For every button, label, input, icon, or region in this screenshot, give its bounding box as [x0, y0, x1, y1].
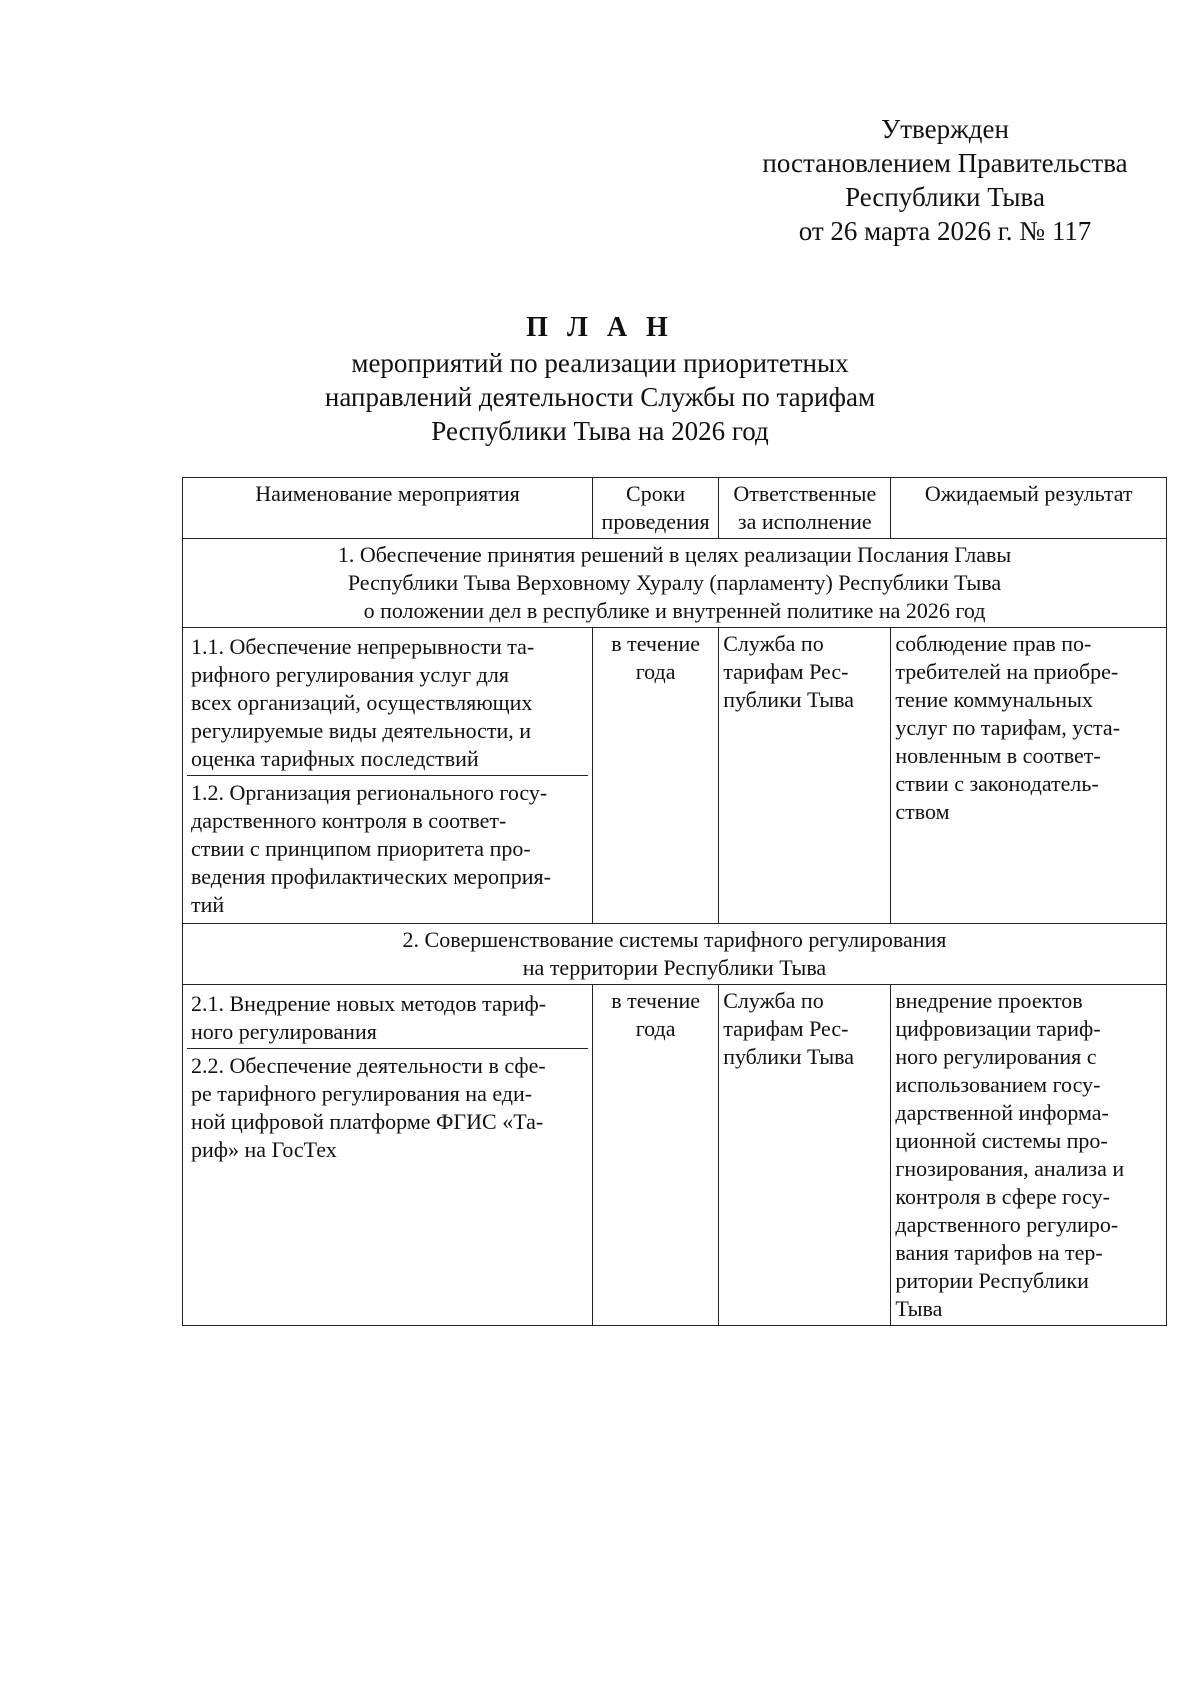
deadline-text-line: года	[635, 659, 676, 684]
activity-text-line: оценка тарифных последствий	[191, 746, 479, 771]
result-text-line: ционной системы про-	[895, 1128, 1108, 1153]
activity-item	[187, 987, 588, 1048]
activities-cell	[183, 985, 593, 1326]
result-text-line: новленным в соответ-	[895, 743, 1101, 768]
deadline-cell	[593, 985, 719, 1326]
result-text-line: вания тарифов на тер-	[895, 1240, 1103, 1265]
activity-text	[191, 633, 584, 773]
header-result: Ожидаемый результат	[891, 478, 1167, 539]
deadline-text-line: в течение	[611, 988, 701, 1013]
activity-text-line: ведения профилактических мероприя-	[191, 864, 551, 889]
activity-item	[187, 1048, 588, 1166]
activity-text-line: риф» на ГосТех	[191, 1137, 337, 1162]
document-title-block	[300, 310, 900, 448]
result-text-line: соблюдение прав по-	[895, 631, 1092, 656]
responsible-cell	[719, 628, 891, 924]
result-text-line: ного регулирования с	[895, 1044, 1097, 1069]
activity-text-line: 1.2. Организация регионального госу-	[191, 780, 548, 805]
responsible-text-line: публики Тыва	[723, 687, 855, 712]
activity-text-line: всех организаций, осуществляющих	[191, 690, 533, 715]
activity-text-line: 1.1. Обеспечение непрерывности та-	[191, 634, 535, 659]
responsible-text-line: Служба по	[723, 631, 824, 656]
result-text-line: ством	[895, 799, 950, 824]
activity-item	[187, 630, 588, 775]
activity-text-line: ствии с принципом приоритета про-	[191, 836, 531, 861]
table-row	[183, 628, 1167, 924]
deadline-text-line: года	[635, 1016, 676, 1041]
result-text-line: услуг по тарифам, уста-	[895, 715, 1121, 740]
activity-text	[191, 1052, 584, 1164]
approval-line: Утвержден	[881, 114, 1009, 144]
result-cell	[891, 628, 1167, 924]
approval-date-line: от 26 марта 2026 г. № 117	[798, 216, 1092, 246]
result-cell	[891, 985, 1167, 1326]
section-row	[183, 924, 1167, 985]
activity-text-line: регулируемые виды деятельности, и	[191, 718, 532, 743]
header-responsible: Ответственные за исполнение	[719, 478, 891, 539]
result-text-line: использованием госу-	[895, 1072, 1101, 1097]
activity-item	[187, 775, 588, 921]
activity-text-line: рифного регулирования услуг для	[191, 662, 509, 687]
result-text-line: дарственной информа-	[895, 1100, 1109, 1125]
responsible-text-line: тарифам Рес-	[723, 659, 849, 684]
subtitle-line: направлений деятельности Службы по тарифам	[324, 382, 876, 412]
activity-text	[191, 990, 584, 1046]
plan-table	[182, 477, 1167, 1326]
result-text-line: требителей на приобре-	[895, 659, 1119, 684]
activity-text-line: ного регулирования	[191, 1019, 377, 1044]
activity-text-line: ной цифровой платформе ФГИС «Та-	[191, 1109, 544, 1134]
document-title: П Л А Н	[526, 312, 674, 343]
responsible-text-line: тарифам Рес-	[723, 1016, 849, 1041]
activity-text-line: 2.1. Внедрение новых методов тариф-	[191, 991, 547, 1016]
result-text-line: ствии с законодатель-	[895, 771, 1099, 796]
approval-line: Республики Тыва	[845, 182, 1045, 212]
result-text	[895, 630, 1162, 826]
header-time: Сроки проведения	[593, 478, 719, 539]
subtitle-line: мероприятий по реализации приоритетных	[351, 348, 849, 378]
activity-text-line: 2.2. Обеспечение деятельности в сфе-	[191, 1053, 546, 1078]
section-title-line: 1. Обеспечение принятия решений в целях реализации Послания Главы	[337, 542, 1012, 567]
section-title-line: Республики Тыва Верховному Хуралу (парламенту) Республики Тыва	[347, 570, 1002, 595]
activity-text-line: дарственного контроля в соответ-	[191, 808, 507, 833]
responsible-text	[723, 987, 886, 1071]
deadline-text	[597, 987, 714, 1043]
deadline-cell	[593, 628, 719, 924]
activity-text-line: ре тарифного регулирования на еди-	[191, 1081, 533, 1106]
header-name: Наименование мероприятия	[183, 478, 593, 539]
responsible-cell	[719, 985, 891, 1326]
responsible-text	[723, 630, 886, 714]
section-title-line: о положении дел в республике и внутренней политике на 2026 год	[363, 598, 986, 623]
approval-line: постановлением Правительства	[762, 148, 1128, 178]
table-row	[183, 985, 1167, 1326]
section-row	[183, 539, 1167, 628]
result-text-line: Тыва	[895, 1296, 943, 1321]
result-text-line: цифровизации тариф-	[895, 1016, 1101, 1041]
result-text-line: внедрение проектов	[895, 988, 1083, 1013]
activity-text	[191, 779, 584, 919]
activity-text-line: тий	[191, 892, 225, 917]
section-title	[183, 924, 1167, 985]
result-text	[895, 987, 1162, 1323]
deadline-text	[597, 630, 714, 686]
document-subtitle	[300, 346, 900, 448]
section-title-line: на территории Республики Тыва	[522, 955, 827, 980]
result-text-line: ритории Республики	[895, 1268, 1089, 1293]
table-header-row	[183, 478, 1167, 539]
result-text-line: гнозирования, анализа и	[895, 1156, 1125, 1181]
result-text-line: дарственного регулиро-	[895, 1212, 1119, 1237]
subtitle-line: Республики Тыва на 2026 год	[431, 416, 769, 446]
responsible-text-line: Служба по	[723, 988, 824, 1013]
deadline-text-line: в течение	[611, 631, 701, 656]
section-title-line: 2. Совершенствование системы тарифного регулирования	[402, 927, 947, 952]
section-title	[183, 539, 1167, 628]
responsible-text-line: публики Тыва	[723, 1044, 855, 1069]
activities-cell	[183, 628, 593, 924]
result-text-line: тение коммунальных	[895, 687, 1093, 712]
table-body	[183, 539, 1167, 1326]
approval-stamp	[755, 112, 1135, 248]
result-text-line: контроля в сфере госу-	[895, 1184, 1110, 1209]
